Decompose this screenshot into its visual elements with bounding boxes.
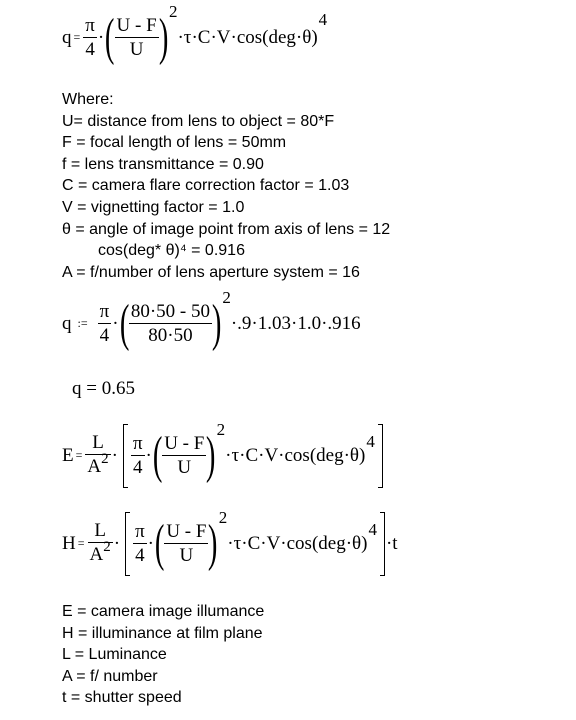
definition-line: V = vignetting factor = 1.0: [62, 198, 245, 216]
left-bracket: [123, 424, 128, 488]
legend-line: L = Luminance: [62, 646, 167, 664]
definition-line: U= distance from lens to object = 80*F: [62, 112, 335, 130]
left-paren: (: [154, 515, 165, 572]
formula-H-terms: ·τ·C·V·cos(deg·θ): [227, 533, 368, 554]
term-power: 4: [318, 10, 328, 29]
formula-q-assign: =: [73, 29, 81, 44]
formula-q-numeric-assign: :=: [77, 315, 88, 330]
power: 2: [222, 288, 231, 307]
formula-E-lhs: E: [62, 445, 74, 466]
formula-H: H = $\frac{L}{A^2}$ · $\frac{\pi}{4}$ · ( $\frac{U - F}{U}$ ) 2 ·τ·C·V·cos(deg·θ) 4 ·t: [62, 512, 398, 576]
formula-H-assign: =: [77, 535, 85, 550]
right-paren: ): [206, 427, 216, 484]
formula-E-assign: =: [75, 447, 83, 462]
where-block: [62, 89, 390, 283]
legend-line: A = f/ number: [62, 667, 158, 685]
legend-line: H = illuminance at film plane: [62, 624, 263, 642]
formula-q-terms: ·τ·C·V·cos(deg·θ): [177, 27, 318, 48]
term-power: 4: [368, 520, 377, 539]
legend-block: [62, 601, 264, 709]
definition-line: C = camera flare correction factor = 1.03: [62, 177, 350, 195]
right-bracket: [380, 512, 385, 576]
formula-q: q = $\frac{\pi}{4}$ · ( $\frac{U - F}{U}$ ) 2 ·τ·C·V·cos(deg·θ) 4: [62, 2, 328, 66]
right-paren: ): [208, 515, 218, 572]
definition-line: A = f/number of lens aperture system = 16: [62, 263, 360, 281]
ratio-fraction: $\frac{U - F}{U}$: [164, 432, 205, 478]
ratio-fraction: $\frac{U - F}{U}$: [166, 520, 207, 566]
definition-line: F = focal length of lens = 50mm: [62, 134, 287, 152]
formula-H-lhs: H: [62, 533, 76, 554]
L-over-A-squared: $\frac{L}{A^2}$: [89, 520, 111, 565]
formula-q-lhs: q: [62, 27, 72, 48]
formula-q-numeric-terms: ·.9·1.03·1.0·.916: [230, 313, 361, 334]
power: 2: [216, 420, 226, 439]
power: 2: [218, 508, 228, 527]
right-paren: ): [158, 9, 169, 66]
L-over-A-squared: $\frac{L}{A^2}$: [87, 432, 109, 477]
definition-line: cos(deg* θ)⁴ = 0.916: [98, 242, 245, 260]
formula-H-tail: ·t: [385, 533, 398, 554]
formula-E-terms: ·τ·C·V·cos(deg·θ): [225, 445, 366, 466]
formula-q-numeric: q := $\frac{\pi}{4}$ · ( $\frac{80\cdot 50 - 50}{80\cdot 50}$ ) 2 ·.9·1.03·1.0·.916: [62, 288, 361, 352]
formula-E: E = $\frac{L}{A^2}$ · $\frac{\pi}{4}$ · ( $\frac{U - F}{U}$ ) 2 ·τ·C·V·cos(deg·θ) 4: [62, 424, 387, 488]
where-heading: Where:: [62, 91, 114, 108]
pi-over-four: $\frac{\pi}{4}$: [132, 432, 143, 478]
pi-over-four: $\frac{\pi}{4}$: [135, 520, 145, 566]
right-paren: ): [211, 295, 222, 352]
pi-over-four: $\frac{\pi}{4}$: [99, 300, 110, 346]
legend-line: E = camera image illumance: [62, 603, 265, 620]
definition-line: f = lens transmittance = 0.90: [62, 155, 264, 173]
term-power: 4: [366, 432, 375, 451]
left-paren: (: [105, 9, 115, 66]
formula-q-numeric-lhs: q: [62, 313, 72, 334]
power: 2: [168, 2, 178, 21]
left-paren: (: [119, 295, 129, 352]
right-bracket: [378, 424, 383, 488]
q-result: q = 0.65: [72, 378, 135, 399]
legend-line: t = shutter speed: [62, 689, 182, 707]
left-paren: (: [152, 427, 163, 484]
ratio-fraction: $\frac{80\cdot 50 - 50}{80\cdot 50}$: [130, 300, 211, 346]
left-bracket: [125, 512, 130, 576]
definition-line: θ = angle of image point from axis of lens = 12: [62, 220, 391, 238]
ratio-fraction: $\frac{U - F}{U}$: [116, 14, 157, 60]
pi-over-four: $\frac{\pi}{4}$: [85, 14, 95, 60]
